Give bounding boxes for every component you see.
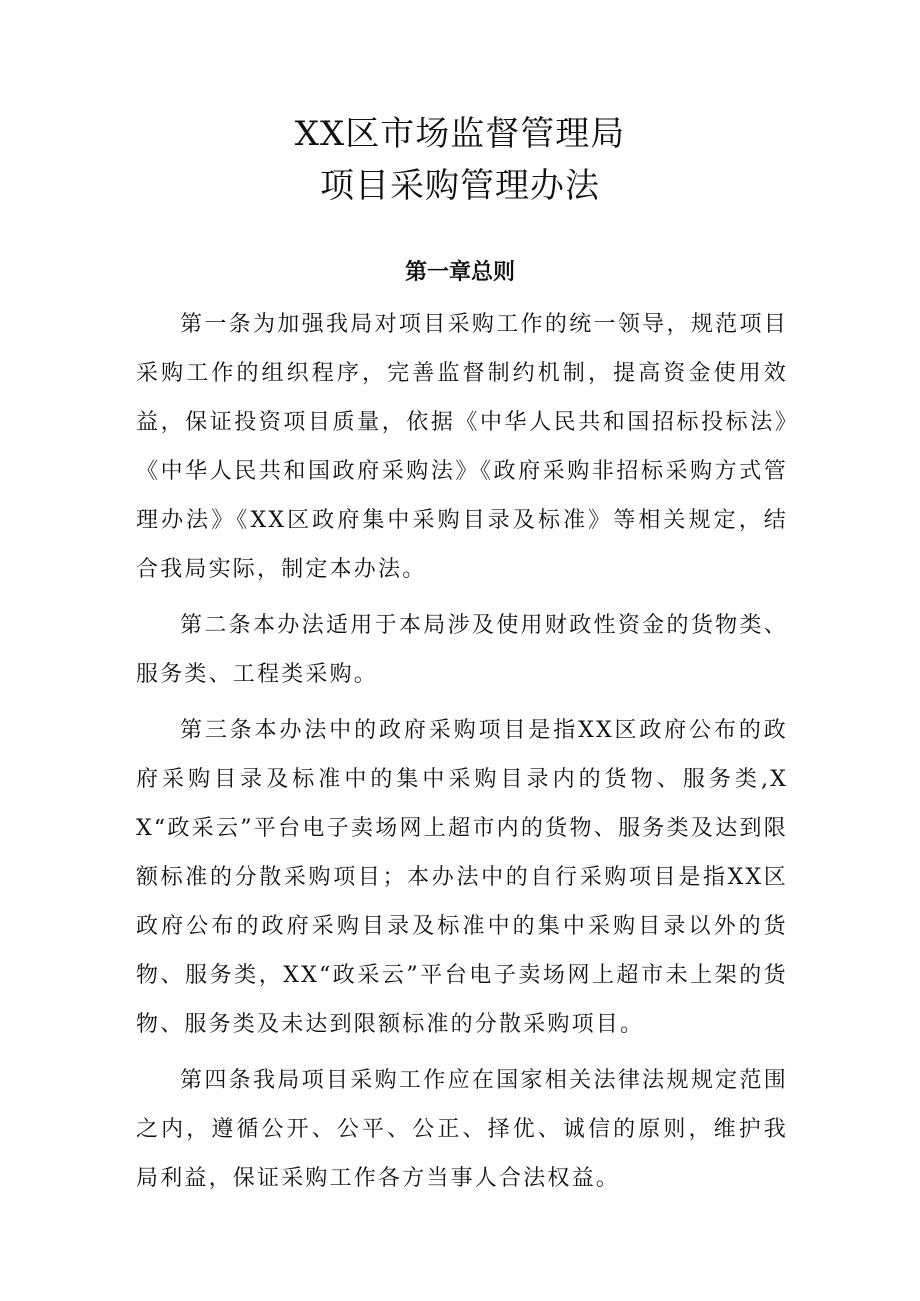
chapter-heading: 第一章总则: [404, 260, 515, 285]
document-title: [0, 108, 920, 212]
article-3-paragraph: 第三条本办法中的政府采购项目是指XX区政府公布的政府采购目录及标准中的集中采购目录内的货物、服务类,XX“政采云”平台电子卖场网上超市内的货物、服务类及达到限额标准的分散采购项目；本办法中的自行采购项目是指XX区政府公布的政府采购目录及标准中的集中采购目录以外的货物、服务类，XX“政采云”平台电子卖场网上超市未上架的货物、服务类及未达到限额标准的分散采购项目。: [136, 718, 788, 1037]
document-body: [136, 300, 788, 1203]
article-4-paragraph: 第四条我局项目采购工作应在国家相关法律法规规定范围之内，遵循公开、公平、公正、择优、诚信的原则，维护我局利益，保证采购工作各方当事人合法权益。: [136, 1068, 788, 1191]
article-2-paragraph: 第二条本办法适用于本局涉及使用财政性资金的货物类、服务类、工程类采购。: [136, 613, 788, 687]
title-line-2: 项目采购管理办法: [320, 166, 600, 206]
article-1-paragraph: 第一条为加强我局对项目采购工作的统一领导，规范项目采购工作的组织程序，完善监督制约机制，提高资金使用效益，保证投资项目质量，依据《中华人民共和国招标投标法》《中华人民共和国政府采购法》《政府采购非招标采购方式管理办法》《XX区政府集中采购目录及标准》等相关规定，结合我局实际，制定本办法。: [136, 312, 788, 582]
title-line-1: XX区市场监督管理局: [294, 114, 626, 154]
